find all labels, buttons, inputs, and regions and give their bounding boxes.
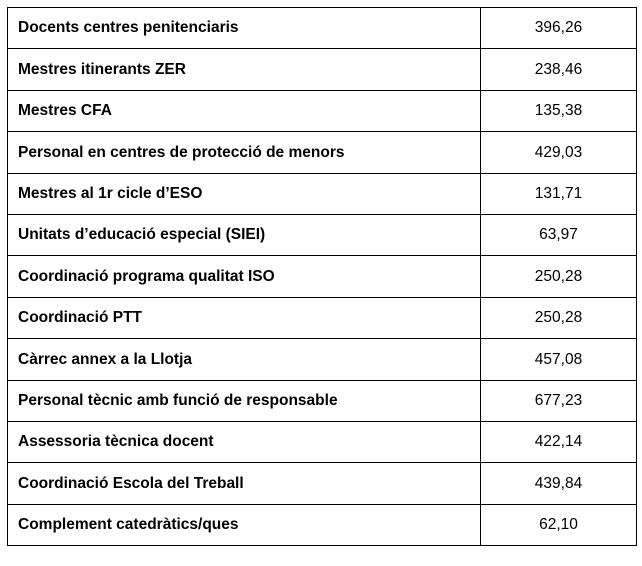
row-value: 396,26: [481, 8, 637, 49]
row-value: 62,10: [481, 504, 637, 545]
row-label: Càrrec annex a la Llotja: [8, 339, 481, 380]
complements-table: [7, 7, 637, 546]
row-value: 250,28: [481, 297, 637, 338]
table-row: [8, 504, 637, 545]
row-value: 439,84: [481, 463, 637, 504]
row-label: Coordinació programa qualitat ISO: [8, 256, 481, 297]
row-label: Coordinació Escola del Treball: [8, 463, 481, 504]
row-value: 131,71: [481, 173, 637, 214]
row-value: 429,03: [481, 132, 637, 173]
row-label: Personal tècnic amb funció de responsable: [8, 380, 481, 421]
row-value: 422,14: [481, 421, 637, 462]
row-label: Mestres itinerants ZER: [8, 49, 481, 90]
row-label: Personal en centres de protecció de menors: [8, 132, 481, 173]
table-row: [8, 297, 637, 338]
table-body: [8, 8, 637, 546]
table-row: [8, 380, 637, 421]
row-value: 677,23: [481, 380, 637, 421]
table-row: [8, 173, 637, 214]
row-value: 457,08: [481, 339, 637, 380]
row-value: 135,38: [481, 90, 637, 131]
table-row: [8, 421, 637, 462]
row-value: 250,28: [481, 256, 637, 297]
row-label: Docents centres penitenciaris: [8, 8, 481, 49]
table-row: [8, 49, 637, 90]
table-row: [8, 256, 637, 297]
row-value: 238,46: [481, 49, 637, 90]
table-row: [8, 8, 637, 49]
table-row: [8, 463, 637, 504]
table-row: [8, 339, 637, 380]
table-row: [8, 90, 637, 131]
row-value: 63,97: [481, 214, 637, 255]
table-row: [8, 214, 637, 255]
row-label: Complement catedràtics/ques: [8, 504, 481, 545]
table-row: [8, 132, 637, 173]
row-label: Assessoria tècnica docent: [8, 421, 481, 462]
row-label: Unitats d’educació especial (SIEI): [8, 214, 481, 255]
row-label: Coordinació PTT: [8, 297, 481, 338]
row-label: Mestres CFA: [8, 90, 481, 131]
row-label: Mestres al 1r cicle d’ESO: [8, 173, 481, 214]
